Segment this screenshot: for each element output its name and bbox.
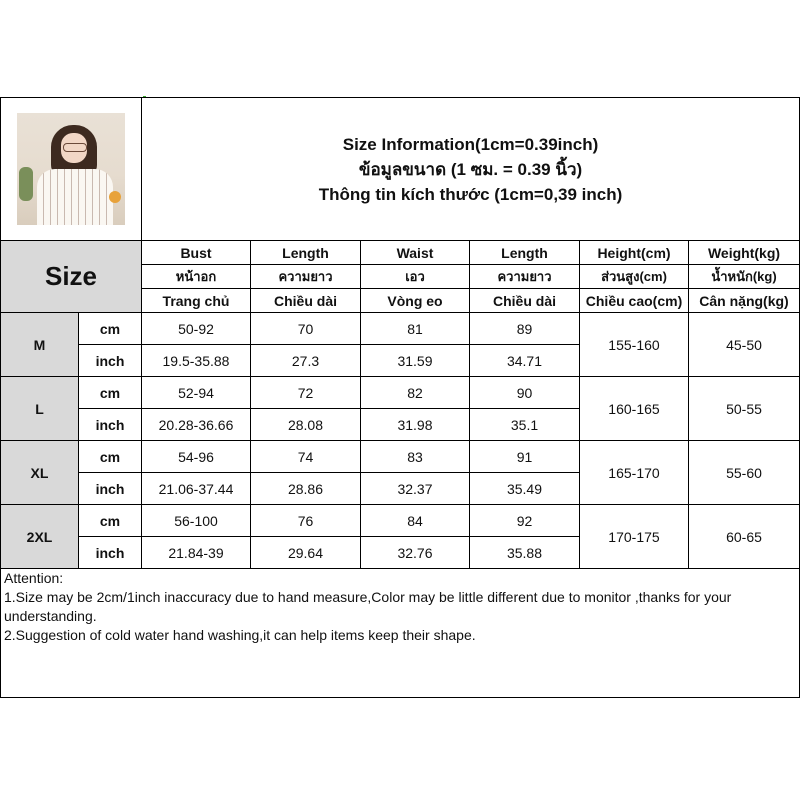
notes-item: 2.Suggestion of cold water hand washing,it can help items keep their shape.: [4, 627, 476, 643]
measurement-cell: 19.5-35.88: [142, 345, 251, 377]
measurement-cell: 28.08: [251, 409, 361, 441]
measurement-cell: 52-94: [142, 377, 251, 409]
col-header-th: หน้าอก: [142, 265, 251, 289]
unit-label: inch: [79, 473, 142, 505]
measurement-cell: 35.88: [470, 537, 580, 569]
measurement-cell: 70: [251, 313, 361, 345]
table-row: [1, 441, 800, 473]
measurement-cell: 21.06-37.44: [142, 473, 251, 505]
unit-label: cm: [79, 441, 142, 473]
measurement-cell: 31.59: [361, 345, 470, 377]
unit-label: inch: [79, 409, 142, 441]
measurement-cell: 28.86: [251, 473, 361, 505]
height-cell: 170-175: [580, 505, 689, 569]
col-header-vi: Chiều cao(cm): [580, 289, 689, 313]
measurement-cell: 56-100: [142, 505, 251, 537]
measurement-cell: 20.28-36.66: [142, 409, 251, 441]
measurement-cell: 76: [251, 505, 361, 537]
unit-label: cm: [79, 505, 142, 537]
col-header-en: Length: [251, 241, 361, 265]
col-header-vi: Trang chủ: [142, 289, 251, 313]
col-header-en: Bust: [142, 241, 251, 265]
info-title-vi: Thông tin kích thước (1cm=0,39 inch): [318, 184, 623, 204]
weight-cell: 45-50: [689, 313, 800, 377]
size-chart-table: [0, 97, 800, 698]
measurement-cell: 72: [251, 377, 361, 409]
measurement-cell: 32.37: [361, 473, 470, 505]
notes-item: 1.Size may be 2cm/1inch inaccuracy due to hand measure,Color may be little different due to monitor ,thanks for your understanding.: [4, 589, 732, 624]
measurement-cell: 90: [470, 377, 580, 409]
weight-cell: 55-60: [689, 441, 800, 505]
col-header-en: Waist: [361, 241, 470, 265]
col-header-vi: Chiều dài: [470, 289, 580, 313]
measurement-cell: 50-92: [142, 313, 251, 345]
unit-label: inch: [79, 345, 142, 377]
col-header-vi: Cân nặng(kg): [689, 289, 800, 313]
height-cell: 155-160: [580, 313, 689, 377]
measurement-cell: 27.3: [251, 345, 361, 377]
table-row: [1, 377, 800, 409]
col-header-vi: Vòng eo: [361, 289, 470, 313]
table-row: [1, 505, 800, 537]
col-header-en: Length: [470, 241, 580, 265]
weight-cell: 60-65: [689, 505, 800, 569]
attention-notes: [1, 569, 800, 698]
col-header-th: ความยาว: [251, 265, 361, 289]
table-row: [1, 313, 800, 345]
unit-label: inch: [79, 537, 142, 569]
size-information-banner: [142, 98, 800, 241]
col-header-en: Weight(kg): [689, 241, 800, 265]
measurement-cell: 81: [361, 313, 470, 345]
info-title-en: Size Information(1cm=0.39inch): [342, 134, 599, 154]
col-header-th: ความยาว: [470, 265, 580, 289]
size-name: L: [1, 377, 79, 441]
unit-label: cm: [79, 377, 142, 409]
measurement-cell: 32.76: [361, 537, 470, 569]
size-header: Size: [1, 241, 142, 313]
height-cell: 165-170: [580, 441, 689, 505]
unit-label: cm: [79, 313, 142, 345]
measurement-cell: 21.84-39: [142, 537, 251, 569]
measurement-cell: 92: [470, 505, 580, 537]
measurement-cell: 91: [470, 441, 580, 473]
col-header-en: Height(cm): [580, 241, 689, 265]
measurement-cell: 35.49: [470, 473, 580, 505]
measurement-cell: 54-96: [142, 441, 251, 473]
notes-title: Attention:: [4, 570, 64, 586]
measurement-cell: 35.1: [470, 409, 580, 441]
product-photo: [17, 113, 125, 225]
measurement-cell: 29.64: [251, 537, 361, 569]
measurement-cell: 89: [470, 313, 580, 345]
weight-cell: 50-55: [689, 377, 800, 441]
measurement-cell: 34.71: [470, 345, 580, 377]
measurement-cell: 82: [361, 377, 470, 409]
measurement-cell: 84: [361, 505, 470, 537]
size-name: 2XL: [1, 505, 79, 569]
col-header-vi: Chiều dài: [251, 289, 361, 313]
height-cell: 160-165: [580, 377, 689, 441]
size-name: M: [1, 313, 79, 377]
measurement-cell: 31.98: [361, 409, 470, 441]
col-header-th: ส่วนสูง(cm): [580, 265, 689, 289]
product-photo-cell: [1, 98, 142, 241]
measurement-cell: 74: [251, 441, 361, 473]
info-title-th: ข้อมูลขนาด (1 ซม. = 0.39 นิ้ว): [358, 159, 583, 179]
col-header-th: เอว: [361, 265, 470, 289]
measurement-cell: 83: [361, 441, 470, 473]
col-header-th: น้ำหนัก(kg): [689, 265, 800, 289]
size-name: XL: [1, 441, 79, 505]
